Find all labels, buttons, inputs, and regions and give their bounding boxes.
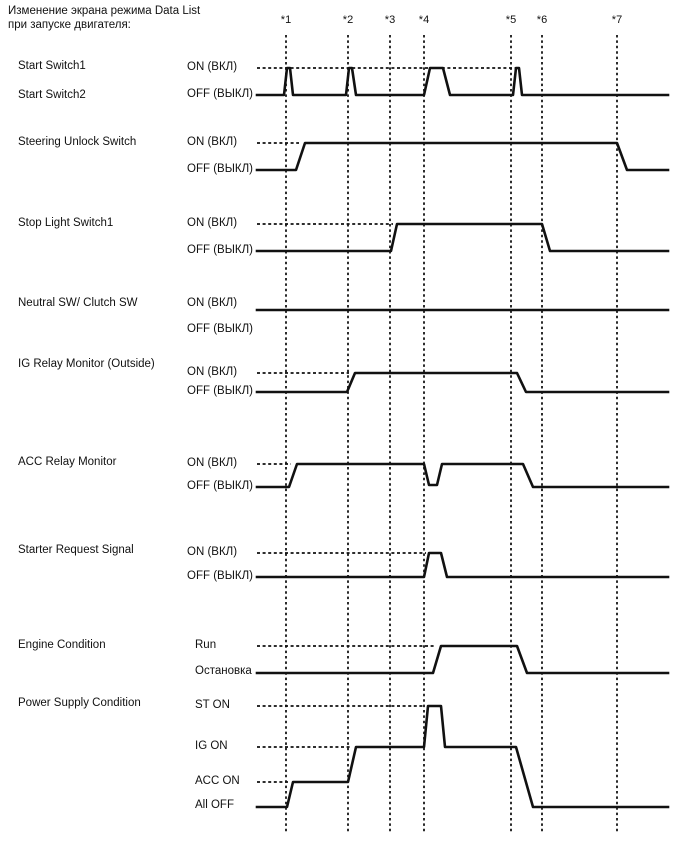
stop-light-switch1-level-label: OFF (ВЫКЛ) [187,244,253,256]
acc-relay-monitor-level-label: ON (ВКЛ) [187,457,238,469]
diagram-title-line2: при запуске двигателя: [8,19,131,31]
steering-unlock-switch-name-label: Steering Unlock Switch [18,136,137,148]
stop-light-switch1-waveform [257,224,668,251]
engine-condition-waveform [257,646,668,673]
timing-marker-label: *5 [505,14,517,26]
starter-request-signal-level-label: OFF (ВЫКЛ) [187,570,253,582]
power-supply-condition-name-label: Power Supply Condition [18,697,141,709]
ig-relay-monitor-waveform [257,373,668,392]
neutral-clutch-sw-level-label: OFF (ВЫКЛ) [187,323,253,335]
power-supply-condition-level-label: ACC ON [195,775,240,787]
engine-condition-name-label: Engine Condition [18,639,106,651]
stop-light-switch1-name-label: Stop Light Switch1 [18,217,114,229]
start-switch-name-label: Start Switch2 [18,89,86,101]
timing-marker-label: *1 [280,14,292,26]
neutral-clutch-sw-level-label: ON (ВКЛ) [187,297,238,309]
power-supply-condition-level-label: ST ON [195,699,230,711]
steering-unlock-switch-level-label: ON (ВКЛ) [187,136,238,148]
engine-condition-level-label: Run [195,639,217,651]
timing-marker-label: *7 [611,14,623,26]
starter-request-signal-name-label: Starter Request Signal [18,544,134,556]
neutral-clutch-sw-name-label: Neutral SW/ Clutch SW [18,297,138,309]
timing-marker-label: *2 [342,14,354,26]
acc-relay-monitor-level-label: OFF (ВЫКЛ) [187,480,253,492]
start-switch-waveform [257,68,668,95]
acc-relay-monitor-waveform [257,464,668,487]
steering-unlock-switch-level-label: OFF (ВЫКЛ) [187,163,253,175]
starter-request-signal-level-label: ON (ВКЛ) [187,546,238,558]
timing-marker-label: *3 [384,14,396,26]
stop-light-switch1-level-label: ON (ВКЛ) [187,217,238,229]
power-supply-condition-waveform [257,706,668,807]
timing-marker-label: *4 [418,14,430,26]
timing-marker-label: *6 [536,14,548,26]
power-supply-condition-level-label: IG ON [195,740,228,752]
start-switch-name-label: Start Switch1 [18,60,86,72]
engine-condition-level-label: Остановка [195,665,252,677]
ig-relay-monitor-level-label: OFF (ВЫКЛ) [187,385,253,397]
start-switch-level-label: ON (ВКЛ) [187,61,238,73]
acc-relay-monitor-name-label: ACC Relay Monitor [18,456,117,468]
diagram-title-line1: Изменение экрана режима Data List [8,5,201,17]
steering-unlock-switch-waveform [257,143,668,170]
ig-relay-monitor-level-label: ON (ВКЛ) [187,366,238,378]
start-switch-level-label: OFF (ВЫКЛ) [187,88,253,100]
starter-request-signal-waveform [257,553,668,577]
power-supply-condition-level-label: All OFF [195,799,234,811]
ig-relay-monitor-name-label: IG Relay Monitor (Outside) [18,358,155,370]
